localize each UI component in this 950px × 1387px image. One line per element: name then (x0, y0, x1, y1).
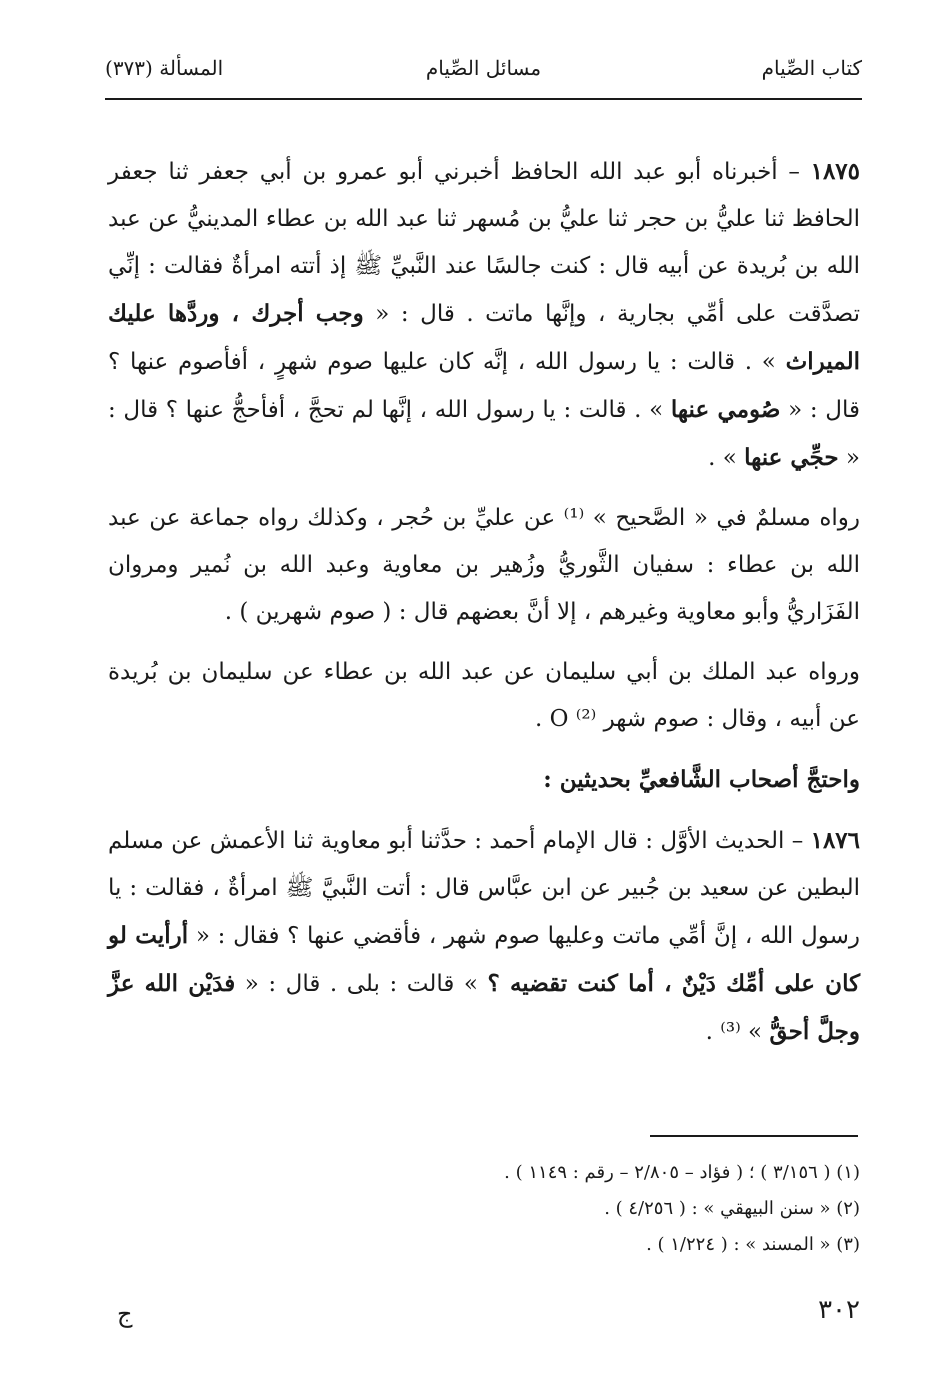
paragraph-text: – الحديث الأوَّل : قال الإمام أحمد : حدَّثنا أبو معاوية ثنا الأعمش عن مسلم البطين عن سعيد بن جُبير عن ابن عبَّاس قال : أتت النَّبيَّ ﷺ امرأةٌ ، فقالت : يا رسول الله ، إنَّ أمِّي ماتت وعليها صوم شهر ، فأقضي عنها ؟ فقال : « (108, 828, 860, 949)
quoted-saying: وجب أجرك ، وردَّها عليك الميراث (108, 300, 860, 375)
header-chapter-title: مسائل الصِّيام (425, 56, 542, 80)
paragraph-text: » . قالت : يا رسول الله ، إنَّها لم تحجَّ ، أفأحجُّ عنها ؟ قال : « (108, 397, 860, 471)
quoted-saying: أرأيت لو كان على أمِّك دَيْنٌ ، أما كنت تقضيه ؟ (108, 922, 861, 997)
hadith-number: ١٨٧٥ (810, 158, 861, 185)
quoted-saying: حجِّي عنها (744, 444, 839, 471)
running-header (105, 56, 862, 96)
paragraph-narration-abdulmalik (108, 649, 860, 743)
footnotes (200, 1155, 860, 1263)
footnote-2: (٢) « سنن البيهقي » : ( ٤/٢٥٦ ) . (604, 1198, 860, 1219)
signature-mark: ج (117, 1300, 133, 1328)
section-heading: واحتجَّ أصحاب الشَّافعيِّ بحديثين : (543, 766, 860, 793)
paragraph-text: رواه مسلمٌ في « الصَّحيح » ⁽¹⁾ عن عليِّ بن حُجر ، وكذلك رواه جماعة عن عبد الله بن عطاء : سفيان الثَّوريُّ وزُهير بن معاوية وعبد الله بن نُمير ومروان الفَزَاريُّ وأبو معاوية وغيرهم ، إلا أنَّ بعضهم قال : ( صوم شهرين ) . (108, 505, 861, 625)
hadith-number: ١٨٧٦ (810, 827, 861, 854)
paragraph-text: – أخبرناه أبو عبد الله الحافظ أخبرني أبو عمرو بن أبي جعفر ثنا جعفر الحافظ ثنا عليُّ بن حجر ثنا عليُّ بن مُسهر ثنا عبد الله بن عطاء المدينيُّ عن عبد الله بن بُريدة عن أبيه قال : كنت جالسًا عند النَّبيِّ ﷺ إذ أتته امرأةٌ فقالت : إنِّي تصدَّقت على أمِّي بجارية ، وإنَّها ماتت . قال : « (108, 159, 861, 327)
header-divider (105, 98, 862, 100)
paragraph-text: » ⁽³⁾ . (705, 1019, 763, 1045)
paragraph-text: » قالت : بلى . قال : « (244, 971, 478, 997)
quoted-saying: فدَيْن الله عزَّ وجلَّ أحقُّ (108, 970, 860, 1045)
paragraph-text: » . قالت : يا رسول الله ، إنَّه كان عليها صوم شهرٍ ، أفأصوم عنها ؟ قال : « (108, 349, 860, 423)
paragraph-hadith-1876 (108, 817, 860, 1056)
header-issue-number: المسألة (٣٧٣) (105, 56, 224, 80)
paragraph-text: ورواه عبد الملك بن أبي سليمان عن عبد الله بن عطاء عن سليمان بن بُريدة عن أبيه ، وقال : صوم شهر ⁽²⁾ O . (108, 659, 860, 732)
page-number: ٣٠٢ (818, 1295, 860, 1325)
quoted-saying: صُومي عنها (670, 396, 781, 423)
paragraph-narration-muslim (108, 495, 860, 636)
header-book-title: كتاب الصِّيام (761, 56, 862, 80)
paragraph-hadith-1875 (108, 148, 860, 482)
footnote-3: (٣) « المسند » : ( ١/٢٢٤ ) . (646, 1234, 860, 1255)
paragraph-text: » . (708, 445, 737, 471)
paragraph-heading (108, 756, 860, 804)
main-text (108, 148, 860, 1069)
footnote-1: (١) ( ٣/١٥٦ ) ؛ ( فؤاد – ٢/٨٠٥ – رقم : ١١٤٩ ) . (504, 1162, 860, 1183)
footnote-divider (650, 1135, 858, 1137)
